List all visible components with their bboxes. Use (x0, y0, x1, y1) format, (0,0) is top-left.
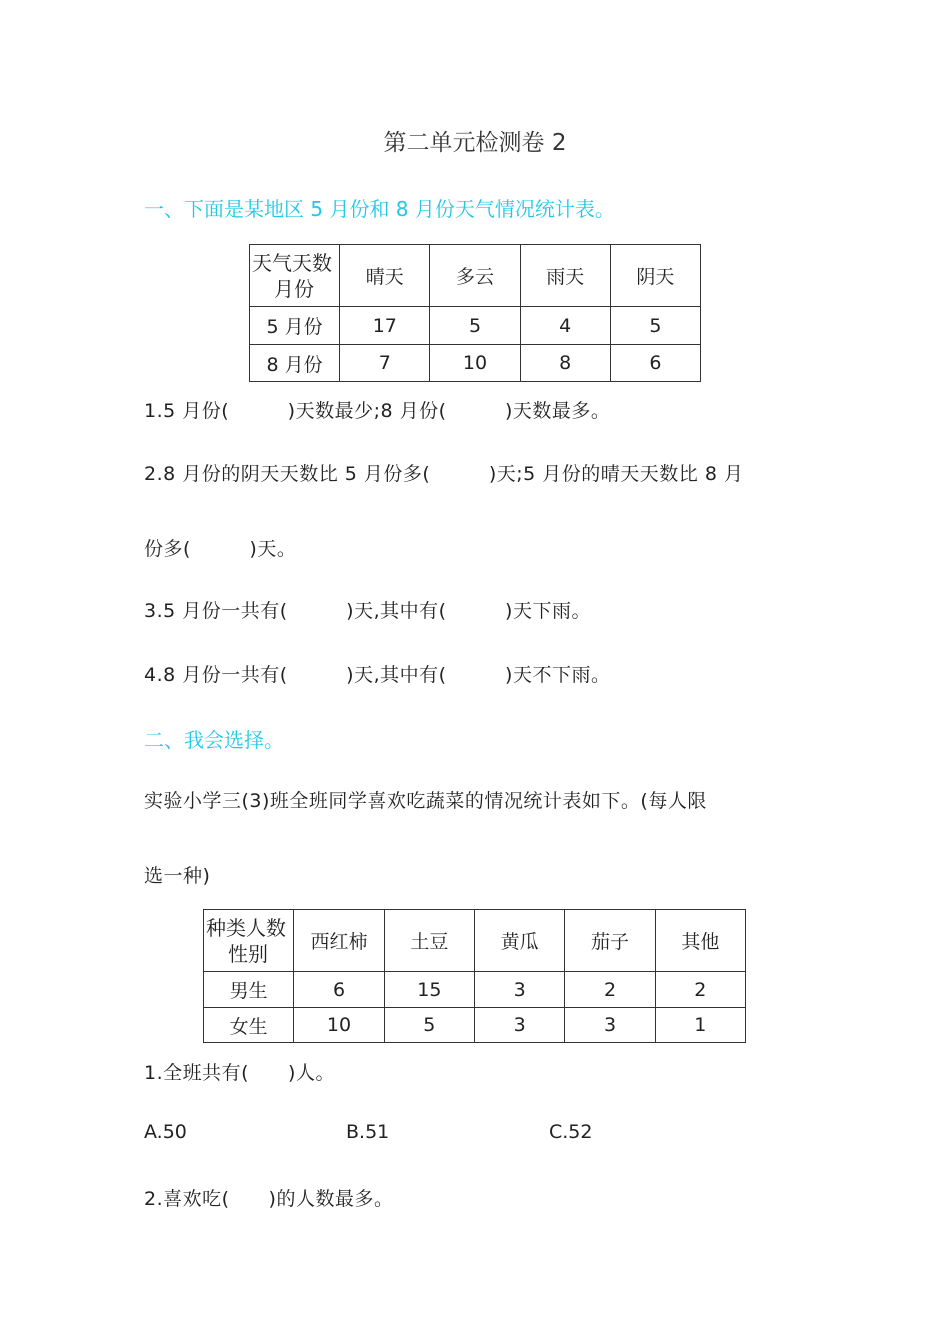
section2-heading: 二、我会选择。 (144, 728, 284, 752)
choice-question-1: 1.全班共有( )人。 (144, 1062, 335, 1084)
table-cell: 7 (340, 345, 430, 382)
table-cell: 15 (384, 972, 474, 1008)
corner-bottom-label: 性别 (228, 942, 268, 966)
question-3: 3.5 月份一共有( )天,其中有( )天下雨。 (144, 600, 591, 622)
weather-table (249, 244, 701, 382)
question-2-continued: 份多( )天。 (144, 538, 297, 560)
page-title: 第二单元检测卷 2 (383, 130, 567, 156)
table-cell: 2 (655, 972, 745, 1008)
column-header: 多云 (430, 245, 520, 307)
table-cell: 1 (655, 1008, 745, 1043)
column-header: 西红柿 (294, 910, 384, 972)
table-cell: 8 (520, 345, 610, 382)
table-row (204, 972, 746, 1008)
table-cell: 10 (294, 1008, 384, 1043)
row-label: 5 月份 (250, 307, 340, 345)
column-header: 晴天 (340, 245, 430, 307)
question-4: 4.8 月份一共有( )天,其中有( )天不下雨。 (144, 664, 611, 686)
choice-question-2: 2.喜欢吃( )的人数最多。 (144, 1188, 394, 1210)
table-row (250, 307, 701, 345)
table-row (250, 345, 701, 382)
option-a[interactable]: A.50 (144, 1121, 187, 1143)
section2-intro: 实验小学三(3)班全班同学喜欢吃蔬菜的情况统计表如下。(每人限 (144, 790, 707, 812)
question-1: 1.5 月份( )天数最少;8 月份( )天数最多。 (144, 400, 611, 422)
table-corner-cell (204, 910, 294, 972)
table-cell: 17 (340, 307, 430, 345)
column-header: 黄瓜 (475, 910, 565, 972)
table-corner-cell (250, 245, 340, 307)
section1-heading: 一、下面是某地区 5 月份和 8 月份天气情况统计表。 (144, 197, 615, 221)
row-label: 男生 (204, 972, 294, 1008)
table-cell: 3 (475, 972, 565, 1008)
question-2: 2.8 月份的阴天天数比 5 月份多( )天;5 月份的晴天天数比 8 月 (144, 463, 744, 485)
option-b[interactable]: B.51 (346, 1121, 390, 1143)
column-header: 其他 (655, 910, 745, 972)
table-cell: 4 (520, 307, 610, 345)
row-label: 8 月份 (250, 345, 340, 382)
table-cell: 6 (294, 972, 384, 1008)
column-header: 雨天 (520, 245, 610, 307)
table-cell: 3 (475, 1008, 565, 1043)
column-header: 茄子 (565, 910, 655, 972)
corner-top-label: 种类人数 (206, 916, 286, 940)
table-row (204, 1008, 746, 1043)
table-cell: 6 (610, 345, 700, 382)
row-label: 女生 (204, 1008, 294, 1043)
option-c[interactable]: C.52 (549, 1121, 593, 1143)
table-cell: 10 (430, 345, 520, 382)
table-cell: 5 (610, 307, 700, 345)
table-cell: 3 (565, 1008, 655, 1043)
table-cell: 2 (565, 972, 655, 1008)
column-header: 土豆 (384, 910, 474, 972)
corner-bottom-label: 月份 (274, 277, 314, 301)
vegetable-table (203, 909, 746, 1043)
section2-intro-continued: 选一种) (144, 865, 211, 887)
table-cell: 5 (384, 1008, 474, 1043)
corner-top-label: 天气天数 (252, 251, 332, 275)
table-cell: 5 (430, 307, 520, 345)
column-header: 阴天 (610, 245, 700, 307)
